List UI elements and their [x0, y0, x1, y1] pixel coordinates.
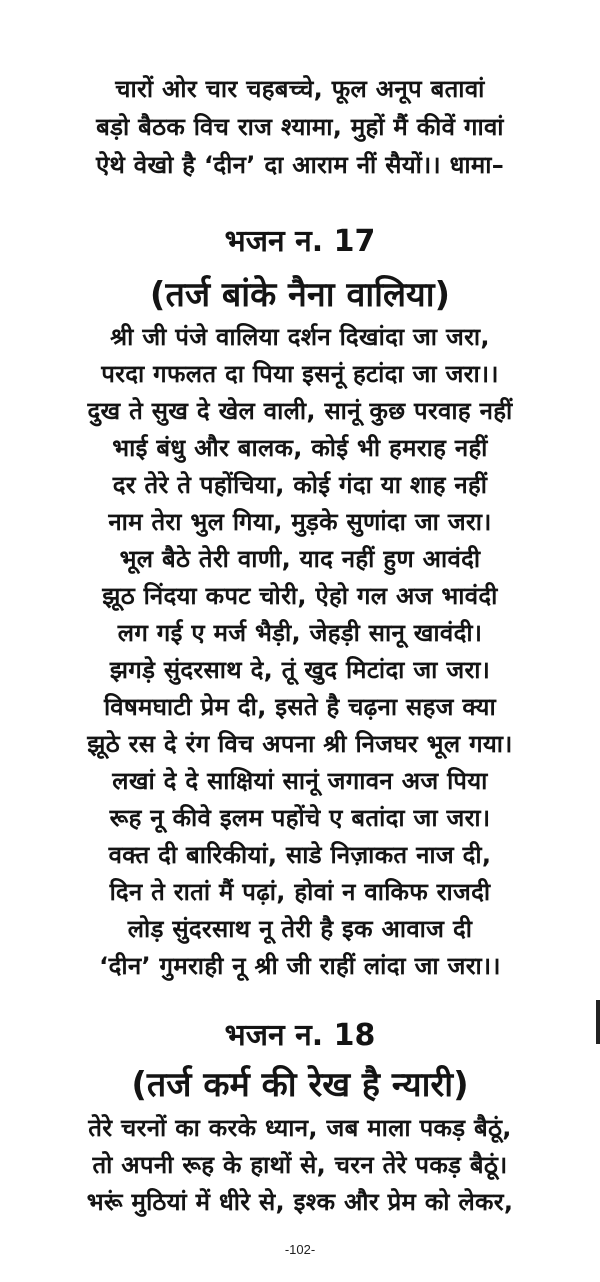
bhajan-17-line-18: ‘दीन’ गुमराही नू श्री जी राहीं लांदा जा जरा।। [99, 952, 501, 980]
bhajan-17-line-11: विषमघाटी प्रेम दी, इसते है चढ़ना सहज क्या [104, 693, 496, 721]
bhajan-17-line-5: दर तेरे ते पहोंचिया, कोई गंदा या शाह नहीं [112, 471, 488, 499]
intro-line-2: बड़ो बैठक विच राज श्यामा, मुहों मैं कीवें गावां [96, 113, 504, 141]
bhajan-17-line-6: नाम तेरा भुल गिया, मुड़के सुणांदा जा जरा। [108, 508, 492, 536]
bhajan-18-line-2: तो अपनी रूह के हाथों से, चरन तेरे पकड़ बैठूं। [92, 1151, 508, 1179]
bhajan-17-line-7: भूल बैठे तेरी वाणी, याद नहीं हुण आवंदी [119, 545, 481, 573]
page-number: -102- [284, 1242, 316, 1257]
bhajan-18-tune: (तर्ज कर्म की रेख है न्यारी) [131, 1065, 469, 1105]
bhajan-17-line-8: झूठ निंदया कपट चोरी, ऐहो गल अज भावंदी [102, 582, 498, 610]
bhajan-18-line-3: भरूं मुठियां में धीरे से, इश्क और प्रेम को लेकर, [86, 1188, 514, 1216]
bhajan-17-line-14: रूह नू कीवे इलम पहोंचे ए बतांदा जा जरा। [109, 804, 491, 832]
bhajan-17-line-12: झूठे रस दे रंग विच अपना श्री निजघर भूल गया। [87, 730, 513, 758]
bhajan-17-line-10: झगड़े सुंदरसाथ दे, तूं खुद मिटांदा जा जरा। [109, 656, 491, 684]
bhajan-17-line-9: लग गई ए मर्ज भैड़ी, जेहड़ी सानू खावंदी। [117, 619, 483, 647]
bhajan-17-line-13: लखां दे दे साक्षियां सानूं जगावन अज पिया [112, 767, 488, 795]
bhajan-17-line-3: दुख ते सुख दे खेल वाली, सानूं कुछ परवाह नहीं [87, 397, 513, 425]
bhajan-17-line-17: लोड़ सुंदरसाथ नू तेरी है इक आवाज दी [127, 915, 473, 943]
intro-line-3: ऐथे वेखो है ‘दीन’ दा आराम नीं सैयों।। धामा– [95, 151, 505, 179]
bhajan-17-line-2: परदा गफलत दा पिया इसनूं हटांदा जा जरा।। [101, 360, 499, 388]
intro-line-1: चारों ओर चार चहबच्चे, फूल अनूप बतावां [115, 75, 485, 103]
bhajan-17-line-15: वक्त दी बारिकीयां, साडे निज़ाकत नाज दी, [108, 841, 492, 869]
bhajan-17-line-16: दिन ते रातां मैं पढ़ां, होवां न वाकिफ राजदी [109, 878, 491, 906]
bhajan-17-number: भजन न. 17 [224, 224, 376, 259]
bhajan-18-number: भजन न. 18 [224, 1018, 376, 1053]
bhajan-17-line-1: श्री जी पंजे वालिया दर्शन दिखांदा जा जरा, [110, 323, 490, 351]
bhajan-18-line-1: तेरे चरनों का करके ध्यान, जब माला पकड़ बैठूं, [88, 1114, 512, 1142]
bhajan-17-line-4: भाई बंधु और बालक, कोई भी हमराह नहीं [112, 434, 488, 462]
page-edge-mark [596, 1000, 600, 1044]
bhajan-17-tune: (तर्ज बांके नैना वालिया) [149, 275, 451, 315]
